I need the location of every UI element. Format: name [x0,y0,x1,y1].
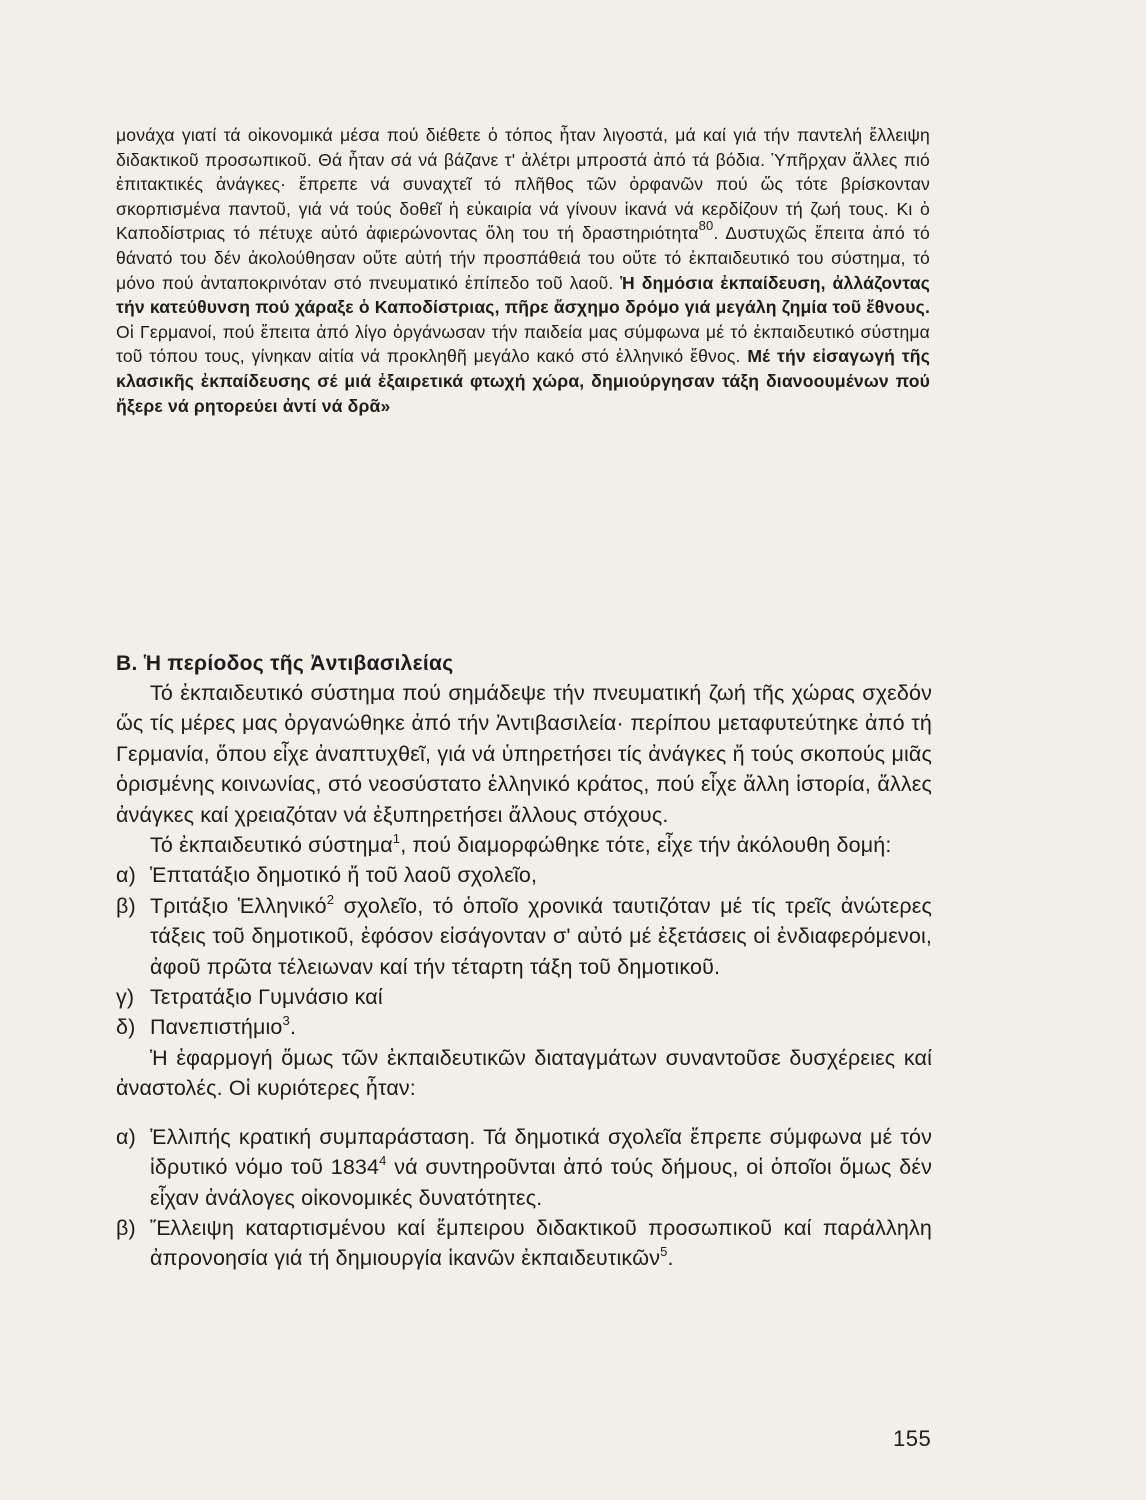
list-text-a: Ἐλλιπής κρατική συμπαράσταση. Τά δημοτικά σχολεῖα ἔπρεπε σύμφωνα μέ τόν ἱδρυτικό νόμο τοῦ 1834 [150,1124,932,1180]
section-heading: Β. Ἡ περίοδος τῆς Ἀντιβασιλείας [116,652,454,675]
footnote-ref-4: 4 [379,1153,387,1169]
list-text-b: . [667,1246,674,1271]
list-item [116,1012,932,1042]
structure-text-a: Τό ἐκπαιδευτικό σύστημα [150,833,393,858]
list-text: Ἑπτατάξιο δημοτικό ἤ τοῦ λαοῦ σχολεῖο, [150,863,538,888]
list-text-b: σχολεῖο, τό ὁποῖο χρονικά ταυτιζόταν μέ τίς τρεῖς ἀνώτερες τάξεις τοῦ δημοτικοῦ, ἐφόσον εἰσάγονταν σ' αὐτό μέ ἐξετάσεις οἱ ἐνδιαφερόμενοι, ἀφοῦ πρῶτα τέλειωναν καί τήν τέταρτη τάξη τοῦ δημοτικοῦ. [150,893,932,979]
structure-paragraph [116,830,932,860]
quote-paragraph [116,123,930,418]
quote-text-2: . Δυστυχῶς ἔπειτα ἀπό τό θάνατό του δέν ἀκολούθησαν οὔτε αὐτή τήν προσπάθειά του οὔτε τό ἐκπαιδευτικό του σύστημα, τό μόνο πού ἀνταποκρινόταν στό πνευματικό ἐπίπεδο τοῦ λαοῦ. [116,223,930,293]
list-text-a: Τριτάξιο Ἑλληνικό [150,893,327,918]
list-item [116,982,932,1012]
list-text: Τετρατάξιο Γυμνάσιο καί [150,985,383,1010]
list-text-b: . [289,1015,297,1040]
list-marker: δ) [116,1015,136,1040]
quote-text-1: μονάχα γιατί τά οἰκονομικά μέσα πού διέθετε ὁ τόπος ἦταν λιγοστά, μά καί γιά τήν παντελή ἔλλειψη διδακτικοῦ προσωπικοῦ. Θά ἦταν σά νά βάζανε τ' ἀλέτρι μπροστά ἀπό τά βόδια. Ὑπῆρχαν ἄλλες πιό ἐπιτακτικές ἀνάγκες· ἔπρεπε νά συναχτεῖ τό πλῆθος τῶν ὀρφανῶν πού ὥς τότε βρίσκονταν σκορπισμένα παντοῦ, γιά νά τούς δοθεῖ ἡ εὐκαιρία νά γίνουν ἱκανά νά κερδίζουν τή ζωή τους. Κι ὁ Καποδίστριας τό πέτυχε αὐτό ἀφιερώνοντας ὅλη του τή δραστηριότητα [116,125,930,244]
spacer [116,1104,932,1122]
list-item [116,1213,932,1274]
list-marker: γ) [116,985,135,1010]
list-text-a: Ἔλλειψη καταρτισμένου καί ἔμπειρου διδακτικοῦ προσωπικοῦ καί παράλληλη ἀπρονοησία γιά τή δημιουργία ἱκανῶν ἐκπαιδευτικῶν [150,1215,932,1271]
footnote-ref-3: 3 [282,1013,290,1029]
list-text-a: Πανεπιστήμιο [150,1015,283,1040]
quote-bold-1: Ἡ δημόσια ἐκπαίδευση, ἀλλάζοντας τήν κατεύθυνση πού χάραξε ὁ Καποδίστριας, πῆρε ἄσχημο δρόμο γιά μεγάλη ζημία τοῦ ἔθνους. [116,272,930,318]
list-marker: α) [116,1124,136,1149]
intro-paragraph: Τό ἐκπαιδευτικό σύστημα πού σημάδεψε τήν πνευματική ζωή τῆς χώρας σχεδόν ὥς τίς μέρες μας ὀργανώθηκε ἀπό τήν Ἀντιβασιλεία· περίπου μεταφυτεύτηκε ἀπό τή Γερμανία, ὅπου εἶχε ἀναπτυχθεῖ, γιά νά ὑπηρετήσει τίς ἀνάγκες ἤ τούς σκοπούς μιᾶς ὁρισμένης κοινωνίας, στό νεοσύστατο ἑλληνικό κράτος, πού εἶχε ἄλλη ἱστορία, ἄλλες ἀνάγκες καί χρειαζόταν νά ἐξυπηρετήσει ἄλλους στόχους. [116,681,932,827]
list-marker: β) [116,1215,136,1240]
page-number: 155 [893,1426,932,1451]
list-marker: α) [116,863,136,888]
footnote-ref-80: 80 [698,218,714,234]
footnote-ref-2: 2 [326,891,335,907]
list-text [150,1012,932,1042]
list-text [150,891,932,982]
quote-text-3: Οἱ Γερμανοί, πού ἔπειτα ἀπό λίγο ὀργάνωσαν τήν παιδεία μας σύμφωνα μέ τό ἐκπαιδευτικό σύστημα τοῦ τόπου τους, γίνηκαν αἰτία νά προκληθῆ μεγάλο κακό στό ἑλληνικό ἔθνος. [116,321,930,367]
structure-text-b: , πού διαμορφώθηκε τότε, εἶχε τήν ἀκόλουθη δομή: [400,833,892,858]
list-marker: β) [116,893,136,918]
quote-bold-2: Μέ τήν εἰσαγωγή τῆς κλασικῆς ἐκπαίδευσης σέ μιά ἐξαιρετικά φτωχή χώρα, δημιούργησαν τάξη διανοουμένων πού ἤξερε νά ρητορεύει ἀντί νά δρᾶ» [116,346,930,416]
list-text [150,1213,932,1274]
quoted-passage [116,123,930,418]
footnote-ref-5: 5 [660,1244,668,1260]
section-body [116,678,932,1274]
list-text-b: νά συντηροῦνται ἀπό τούς δήμους, οἱ ὁποῖοι ὅμως δέν εἶχαν ἀνάλογες οἰκονομικές δυνατότητες. [150,1155,933,1210]
list-item [116,891,932,982]
list-item [116,860,932,890]
footnote-ref-1: 1 [392,831,401,847]
list-item [116,1122,932,1213]
list-text [150,1122,932,1213]
problems-paragraph: Ἡ ἐφαρμογή ὅμως τῶν ἐκπαιδευτικῶν διαταγμάτων συναντοῦσε δυσχέρειες καί ἀναστολές. Οἱ κυριότερες ἦταν: [116,1045,932,1101]
